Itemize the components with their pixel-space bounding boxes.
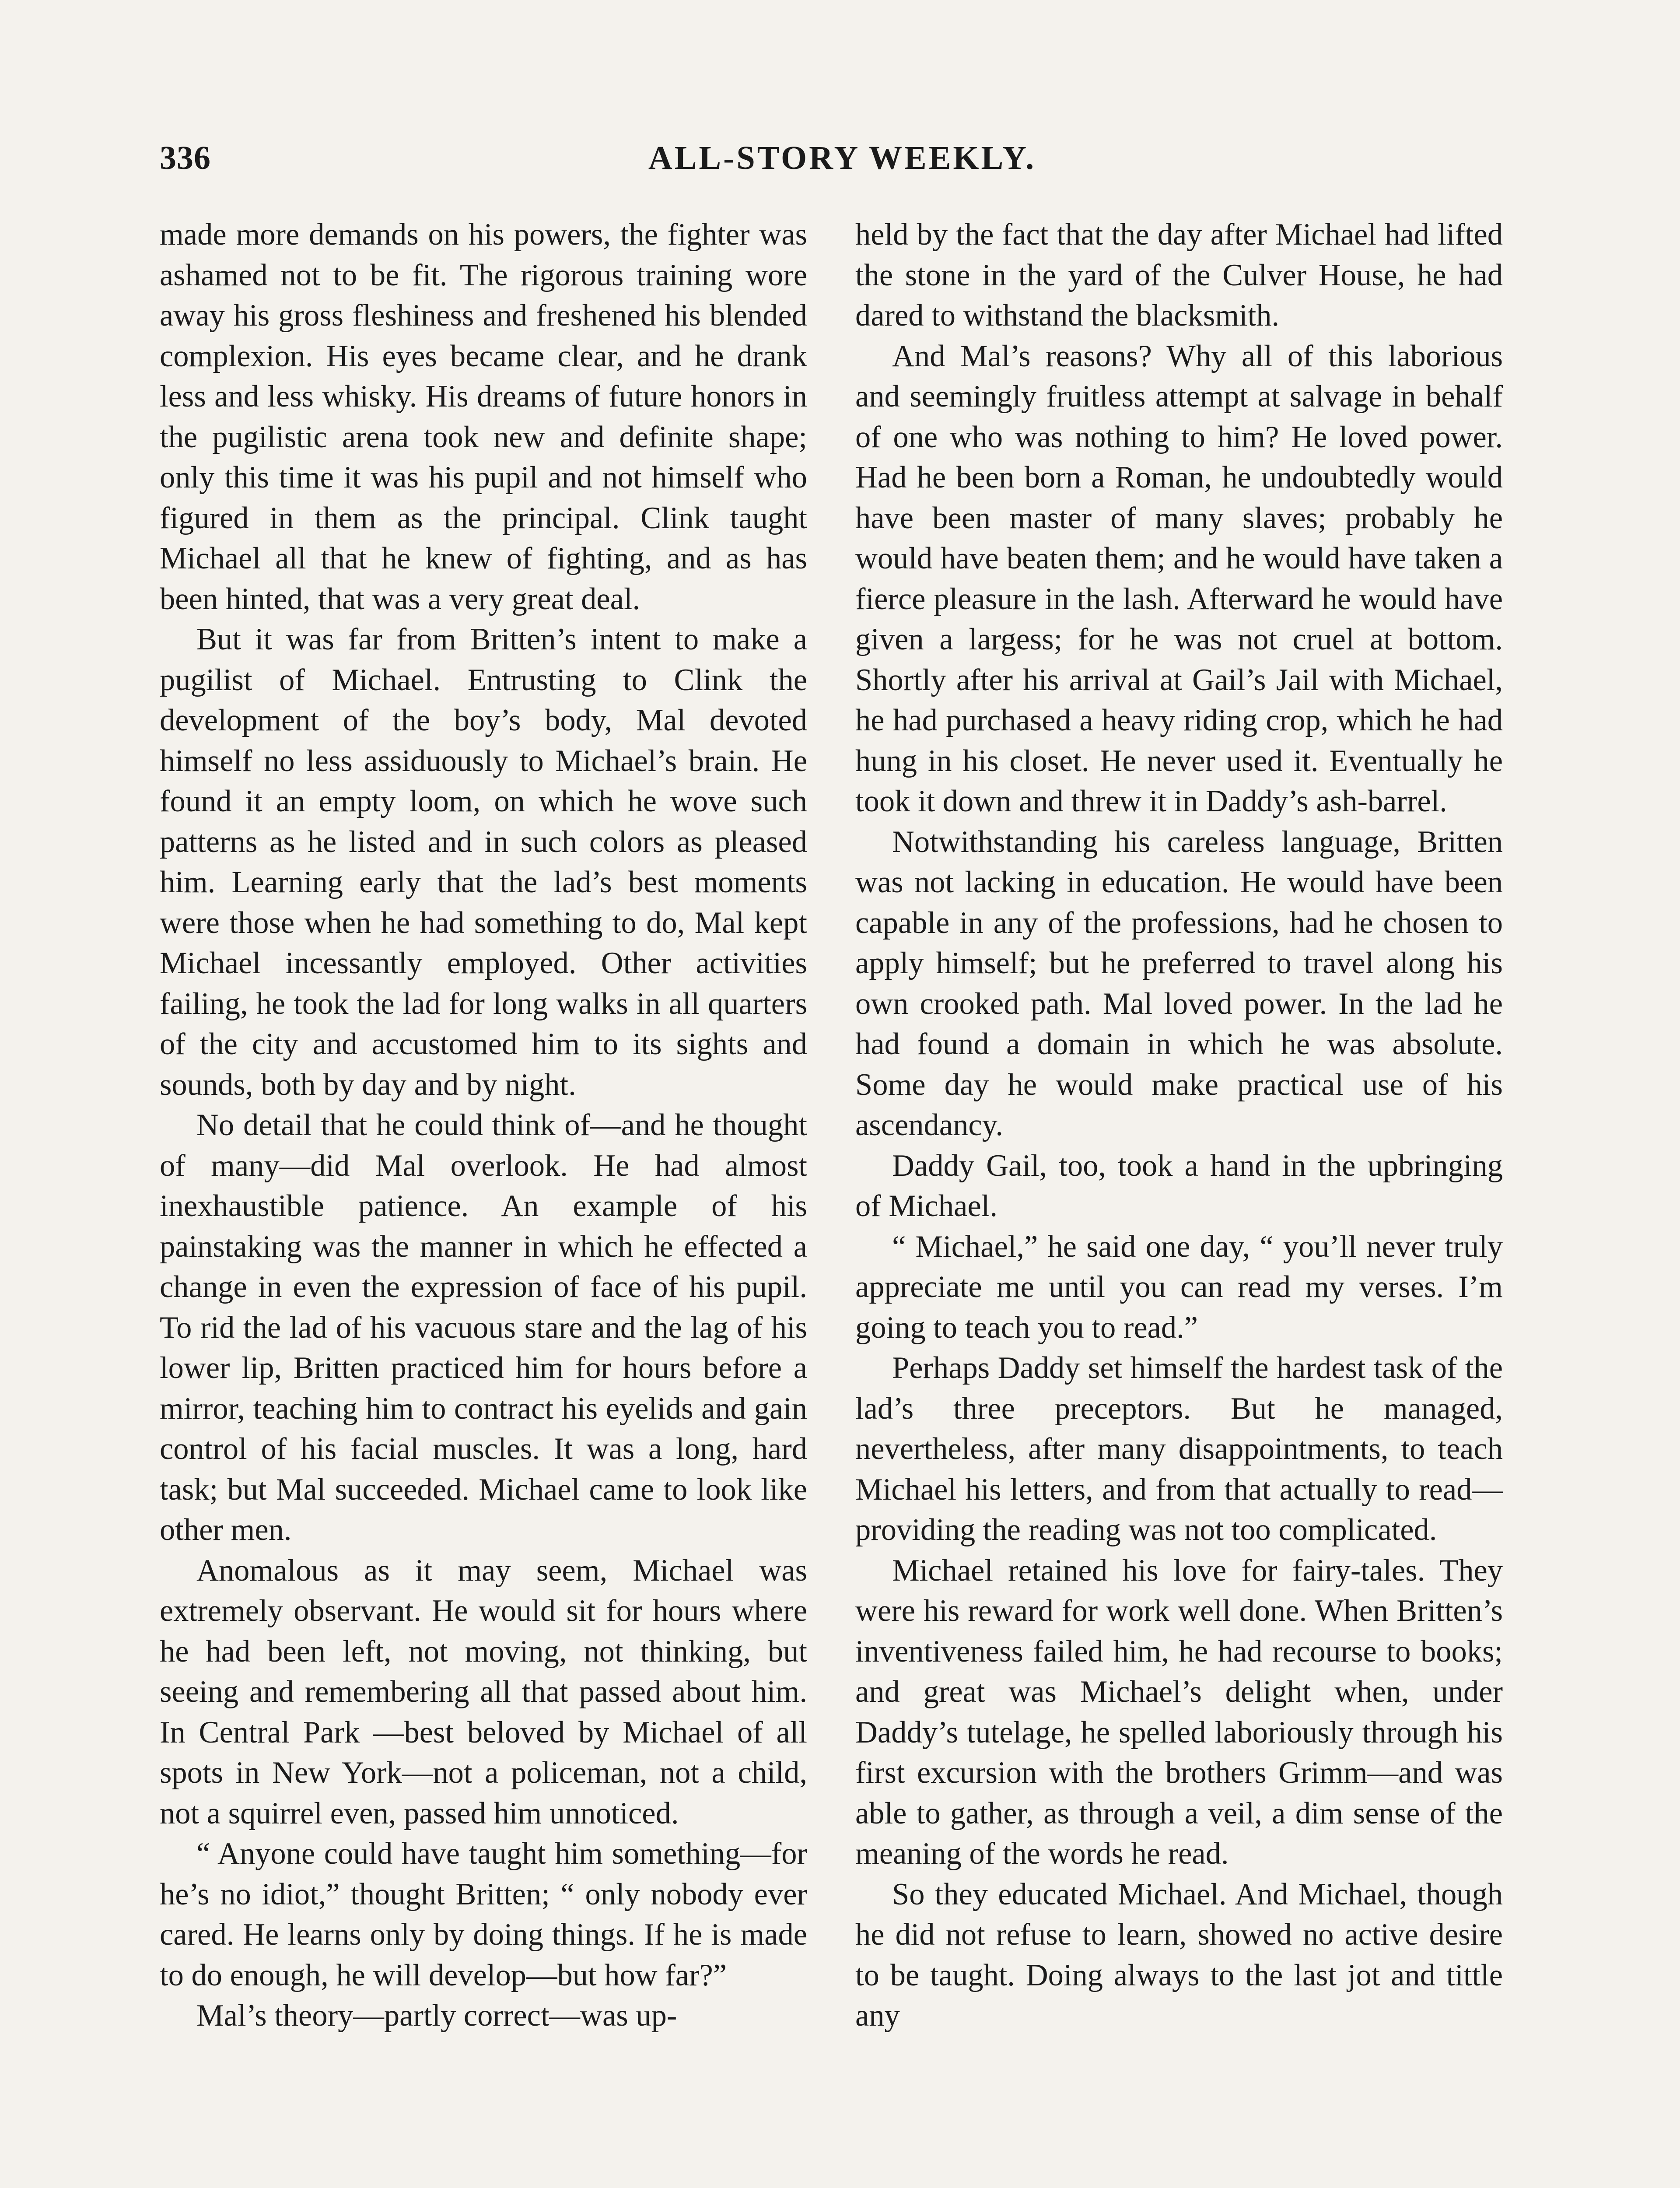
left-column [160, 214, 807, 2036]
page-number: 336 [160, 140, 211, 176]
paragraph: Daddy Gail, too, took a hand in the upbringing of Michael. [855, 1148, 1503, 1223]
paragraph: So they educated Michael. And Michael, though he did not refuse to learn, showed no active desire to be taught. Doing always to the last jot and tittle any [855, 1877, 1503, 2033]
paragraph: And Mal’s reasons? Why all of this laborious and seemingly fruitless attempt at salvage in behalf of one who was nothing to him? He loved power. Had he been born a Roman, he undoubtedly would have been master of many slaves; probably he would have beaten them; and he would have taken a fierce pleasure in the lash. Afterward he would have given a largess; for he was not cruel at bottom. Shortly after his arrival at Gail’s Jail with Michael, he had purchased a heavy riding crop, which he had hung in his closet. He never used it. Eventually he took it down and threw it in Daddy’s ash-barrel. [855, 339, 1503, 818]
paragraph: held by the fact that the day after Michael had lifted the stone in the yard of the Culver House, he had dared to withstand the blacksmith. [855, 217, 1503, 333]
paragraph: “ Michael,” he said one day, “ you’ll never truly appreciate me until you can read my verses. I’m going to teach you to read.” [855, 1229, 1503, 1345]
paragraph: No detail that he could think of—and he thought of many—did Mal overlook. He had almost inexhaustible patience. An example of his painstaking was the manner in which he effected a change in even the expression of face of his pupil. To rid the lad of his vacuous stare and the lag of his lower lip, Britten practiced him for hours before a mirror, teaching him to contract his eyelids and gain control of his facial muscles. It was a long, hard task; but Mal succeeded. Michael came to look like other men. [160, 1108, 807, 1547]
paragraph: Mal’s theory—partly correct—was up- [196, 1999, 677, 2033]
paragraph: Perhaps Daddy set himself the hardest task of the lad’s three preceptors. But he managed, nevertheless, after many disappointments, to teach Michael his letters, and from that actually to read—providing the reading was not too complicated. [855, 1351, 1503, 1547]
running-head: ALL-STORY WEEKLY. [648, 140, 1036, 176]
right-column [855, 214, 1503, 2036]
paragraph: made more demands on his powers, the fighter was ashamed not to be fit. The rigorous training wore away his gross fleshiness and freshened his blended complexion. His eyes became clear, and he drank less and less whisky. His dreams of future honors in the pugilistic arena took new and definite shape; only this time it was his pupil and not himself who figured in them as the principal. Clink taught Michael all that he knew of fighting, and as has been hinted, that was a very great deal. [160, 217, 807, 616]
paragraph: Anomalous as it may seem, Michael was extremely observant. He would sit for hours where he had been left, not moving, not thinking, but seeing and remembering all that passed about him. In Central Park —best beloved by Michael of all spots in New York—not a policeman, not a child, not a squirrel even, passed him unnoticed. [160, 1553, 807, 1830]
paragraph: Notwithstanding his careless language, Britten was not lacking in education. He would have been capable in any of the professions, had he chosen to apply himself; but he preferred to travel along his own crooked path. Mal loved power. In the lad he had found a domain in which he was absolute. Some day he would make practical use of his ascendancy. [855, 824, 1503, 1142]
page-header [160, 139, 1525, 187]
paragraph: “ Anyone could have taught him something—for he’s no idiot,” thought Britten; “ only nobody ever cared. He learns only by doing things. If he is made to do enough, he will develop—but how far?” [160, 1837, 807, 1992]
paragraph: But it was far from Britten’s intent to make a pugilist of Michael. Entrusting to Clink the development of the boy’s body, Mal devoted himself no less assiduously to Michael’s brain. He found it an empty loom, on which he wove such patterns as he listed and in such colors as pleased him. Learning early that the lad’s best moments were those when he had something to do, Mal kept Michael incessantly employed. Other activities failing, he took the lad for long walks in all quarters of the city and accustomed him to its sights and sounds, both by day and by night. [160, 622, 807, 1102]
paragraph: Michael retained his love for fairy-tales. They were his reward for work well done. When Britten’s inventiveness failed him, he had recourse to books; and great was Michael’s delight when, under Daddy’s tutelage, he spelled laboriously through his first excursion with the brothers Grimm—and was able to gather, as through a veil, a dim sense of the meaning of the words he read. [855, 1553, 1503, 1871]
